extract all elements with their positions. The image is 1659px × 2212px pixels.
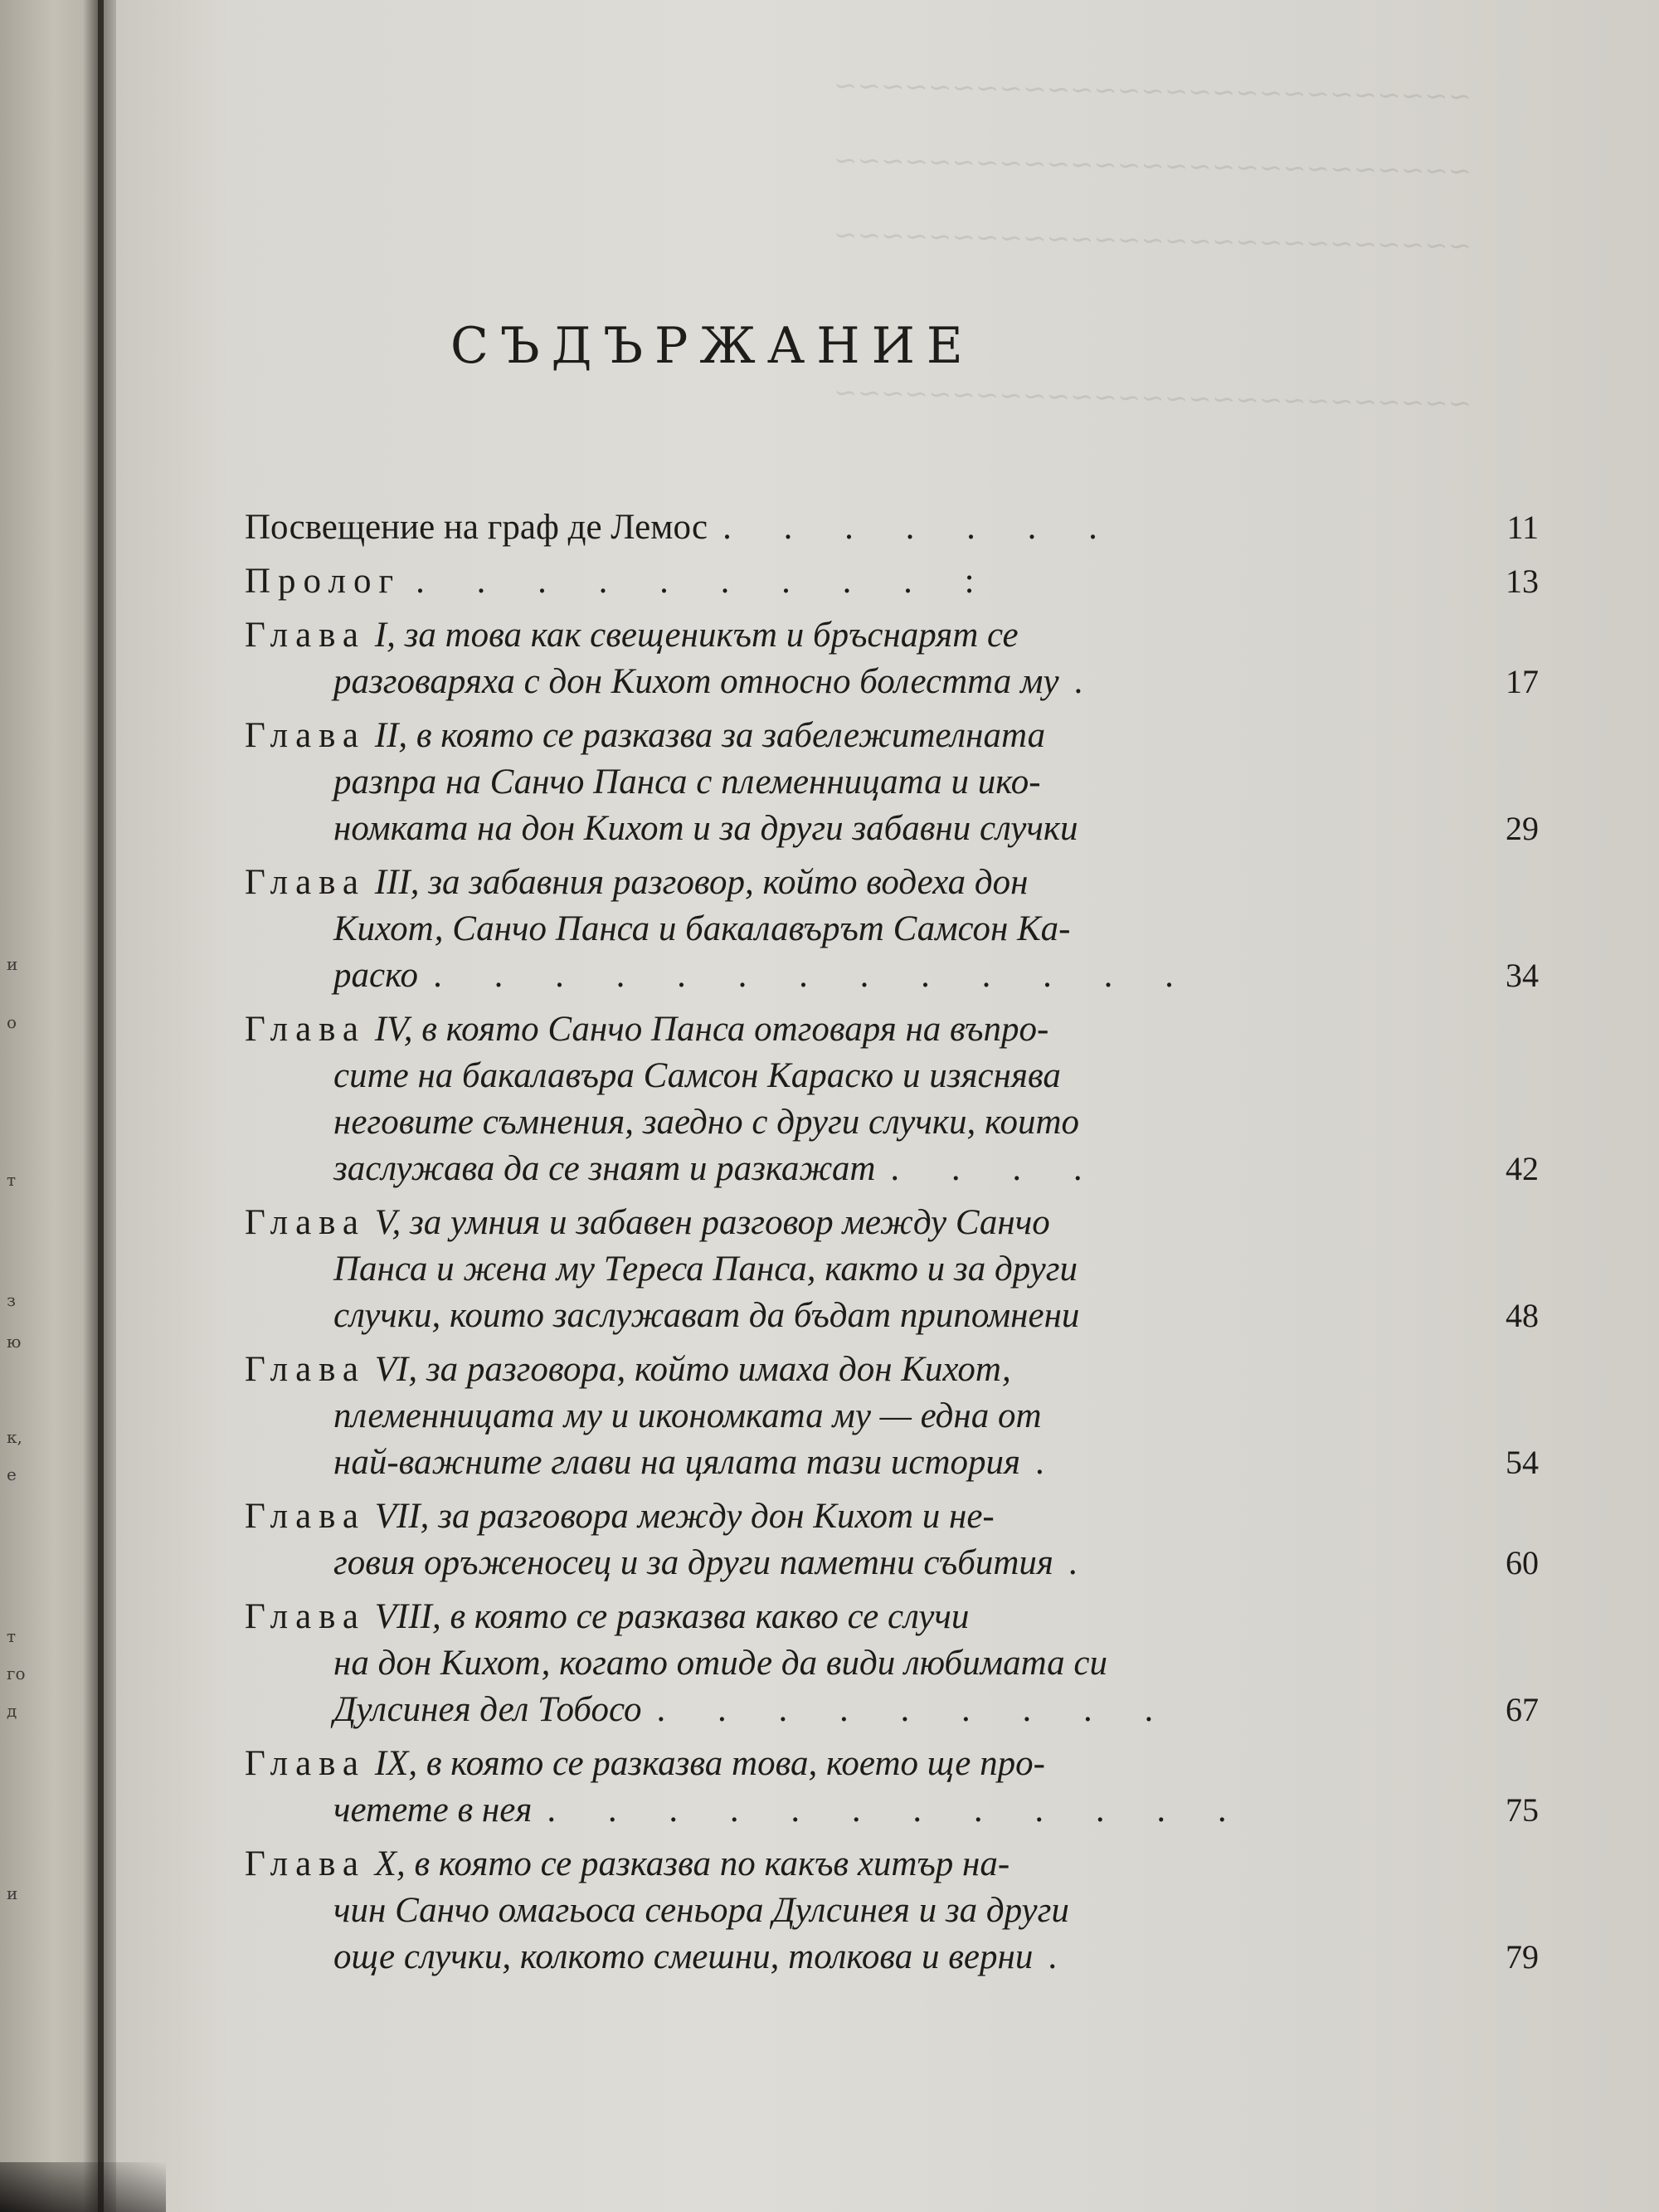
toc-entry-line: [245, 1594, 1539, 1640]
bleed-through-text: ~~~~~~~~~~~~~~~~~~~~~~~~~~~: [833, 376, 1472, 421]
chapter-lead: Глава: [245, 616, 366, 655]
chapter-lead: Пролог: [245, 562, 401, 601]
table-of-contents: [245, 504, 1539, 1988]
left-page-fragment: ю: [7, 1332, 22, 1352]
chapter-text: Панса и жена му Тереса Панса, както и за други: [333, 1250, 1078, 1289]
page-number: 13: [1506, 563, 1539, 600]
dark-corner: [0, 2162, 166, 2212]
contents-page: [104, 0, 1659, 2212]
chapter-text: VI, за разговора, който имаха дон Кихот,: [366, 1350, 1011, 1389]
page-number: 48: [1506, 1297, 1539, 1334]
chapter-text: V, за умния и забавен разговор между Санчо: [366, 1203, 1050, 1242]
toc-entry: [245, 1741, 1539, 1834]
chapter-text: I, за това как свещеникът и бръснарят се: [366, 616, 1019, 655]
page-number: 67: [1506, 1691, 1539, 1728]
page-title: СЪДЪРЖАНИЕ: [450, 317, 975, 375]
chapter-text: X, в която се разказва по какъв хитър на-: [366, 1844, 1010, 1883]
toc-entry-line: [245, 1347, 1539, 1393]
left-page-fragment: к,: [7, 1427, 22, 1447]
page-number: 75: [1506, 1791, 1539, 1829]
toc-entry-line: [245, 1053, 1539, 1099]
chapter-text: Кихот, Санчо Панса и бакалавърът Самсон Ка-: [333, 909, 1071, 948]
toc-entry-line: [245, 1687, 1539, 1733]
toc-entry-line: [245, 1640, 1539, 1687]
toc-entry: [245, 612, 1539, 705]
leader-dots: . . . . . . . . .: [656, 1690, 1175, 1729]
chapter-text: раско: [333, 956, 419, 995]
chapter-text: сите на бакалавъра Самсон Караско и изяснява: [333, 1056, 1061, 1095]
left-page-fragment: т: [7, 1170, 17, 1190]
chapter-text: говия оръженосец и за други паметни събития: [333, 1543, 1053, 1582]
chapter-text: още случки, колкото смешни, толкова и верни: [333, 1937, 1034, 1976]
chapter-lead: Глава: [245, 1203, 366, 1242]
bleed-through-text: ~~~~~~~~~~~~~~~~~~~~~~~~~~~: [833, 144, 1472, 188]
toc-entry-line: [245, 906, 1539, 953]
chapter-text: II, в която се разказва за забележителната: [366, 716, 1046, 755]
toc-entry-line: [245, 1741, 1539, 1787]
leader-dots: . . . . . . . . . :: [416, 562, 996, 601]
leader-dots: .: [1048, 1937, 1079, 1976]
page-number: 17: [1506, 663, 1539, 700]
toc-entry-line: [245, 1146, 1539, 1192]
toc-entry: [245, 504, 1539, 551]
toc-entry-line: [245, 558, 1539, 605]
chapter-text: случки, които заслужават да бъдат припомнени: [333, 1296, 1080, 1335]
chapter-text: номката на дон Кихот и за други забавни случки: [333, 809, 1078, 848]
chapter-lead: Глава: [245, 1497, 366, 1536]
left-page-fragment: и: [7, 954, 18, 974]
toc-entry: [245, 1200, 1539, 1339]
chapter-lead: Глава: [245, 863, 366, 902]
bleed-through-text: ~~~~~~~~~~~~~~~~~~~~~~~~~~~: [833, 69, 1472, 114]
toc-entry: [245, 860, 1539, 999]
page-number: 34: [1506, 957, 1539, 994]
toc-entry: [245, 1347, 1539, 1486]
chapter-lead: Глава: [245, 1010, 366, 1049]
toc-entry-line: [245, 1293, 1539, 1339]
toc-entry-line: [245, 1393, 1539, 1440]
chapter-text: III, за забавния разговор, който водеха дон: [366, 863, 1029, 902]
toc-entry-line: [245, 1440, 1539, 1486]
leader-dots: . . . . . . .: [722, 508, 1119, 547]
toc-entry-line: [245, 806, 1539, 852]
toc-entry: [245, 1493, 1539, 1586]
toc-entry-line: [245, 1787, 1539, 1834]
page-number: 11: [1506, 509, 1539, 546]
left-page-fragment: е: [7, 1464, 17, 1484]
leader-dots: .: [1068, 1543, 1099, 1582]
left-page-fragment: з: [7, 1290, 16, 1310]
chapter-text: разговаряха с дон Кихот относно болестта му: [333, 662, 1059, 701]
page-number: 29: [1506, 810, 1539, 847]
page-number: 79: [1506, 1938, 1539, 1976]
chapter-text: Дулсинея дел Тобосо: [333, 1690, 642, 1729]
left-page-fragment: д: [7, 1701, 17, 1721]
left-page-fragment: о: [7, 1012, 17, 1032]
chapter-text: разпра на Санчо Панса с племенницата и ико-: [333, 763, 1041, 801]
bleed-through-text: ~~~~~~~~~~~~~~~~~~~~~~~~~~~: [833, 218, 1472, 263]
chapter-text: IV, в която Санчо Панса отговаря на въпро-: [366, 1010, 1049, 1049]
chapter-lead: Глава: [245, 1597, 366, 1636]
chapter-text: най-важните глави на цялата тази история: [333, 1443, 1021, 1482]
toc-entry: [245, 1594, 1539, 1733]
toc-entry-line: [245, 953, 1539, 999]
toc-entry-line: [245, 1841, 1539, 1888]
toc-entry-line: [245, 1200, 1539, 1246]
chapter-text: чин Санчо омагьоса сеньора Дулсинея и за други: [333, 1891, 1069, 1930]
chapter-text: неговите съмнения, заедно с други случки, които: [333, 1103, 1080, 1142]
toc-entry: [245, 713, 1539, 852]
toc-entry-line: [245, 504, 1539, 551]
chapter-lead: Глава: [245, 1844, 366, 1883]
chapter-lead: Глава: [245, 1350, 366, 1389]
page-number: 42: [1506, 1150, 1539, 1187]
left-page-fragment: го: [7, 1664, 26, 1683]
book-gutter: [83, 0, 116, 2212]
leader-dots: . . . . . . . . . . . . .: [433, 956, 1195, 995]
toc-entry-line: [245, 759, 1539, 806]
toc-entry-line: [245, 1888, 1539, 1934]
page-number: 60: [1506, 1544, 1539, 1581]
toc-entry-line: [245, 1099, 1539, 1146]
toc-entry-line: [245, 612, 1539, 659]
toc-entry-line: [245, 1540, 1539, 1586]
chapter-text: VIII, в която се разказва какво се случи: [366, 1597, 970, 1636]
leader-dots: . . . .: [890, 1149, 1104, 1188]
left-page-fragment: и: [7, 1883, 18, 1903]
toc-entry-line: [245, 659, 1539, 705]
toc-entry: [245, 558, 1539, 605]
chapter-text: Посвещение на граф де Лемос: [245, 508, 708, 547]
chapter-text: VII, за разговора между дон Кихот и не-: [366, 1497, 995, 1536]
toc-entry-line: [245, 713, 1539, 759]
toc-entry: [245, 1006, 1539, 1192]
toc-entry-line: [245, 1006, 1539, 1053]
chapter-text: на дон Кихот, когато отиде да види любимата си: [333, 1644, 1107, 1683]
chapter-text: заслужава да се знаят и разкажат: [333, 1149, 876, 1188]
leader-dots: .: [1073, 662, 1105, 701]
toc-entry-line: [245, 1934, 1539, 1981]
leader-dots: .: [1035, 1443, 1066, 1482]
chapter-text: четете в нея: [333, 1791, 533, 1830]
chapter-lead: Глава: [245, 716, 366, 755]
toc-entry: [245, 1841, 1539, 1981]
page-number: 54: [1506, 1444, 1539, 1481]
toc-entry-line: [245, 1246, 1539, 1293]
chapter-lead: Глава: [245, 1744, 366, 1783]
toc-entry-line: [245, 860, 1539, 906]
chapter-text: племенницата му и икономката му — една от: [333, 1396, 1042, 1435]
left-page-fragment: т: [7, 1626, 17, 1646]
toc-entry-line: [245, 1493, 1539, 1540]
chapter-text: IX, в която се разказва това, което ще про-: [366, 1744, 1045, 1783]
leader-dots: . . . . . . . . . . . .: [547, 1791, 1248, 1830]
